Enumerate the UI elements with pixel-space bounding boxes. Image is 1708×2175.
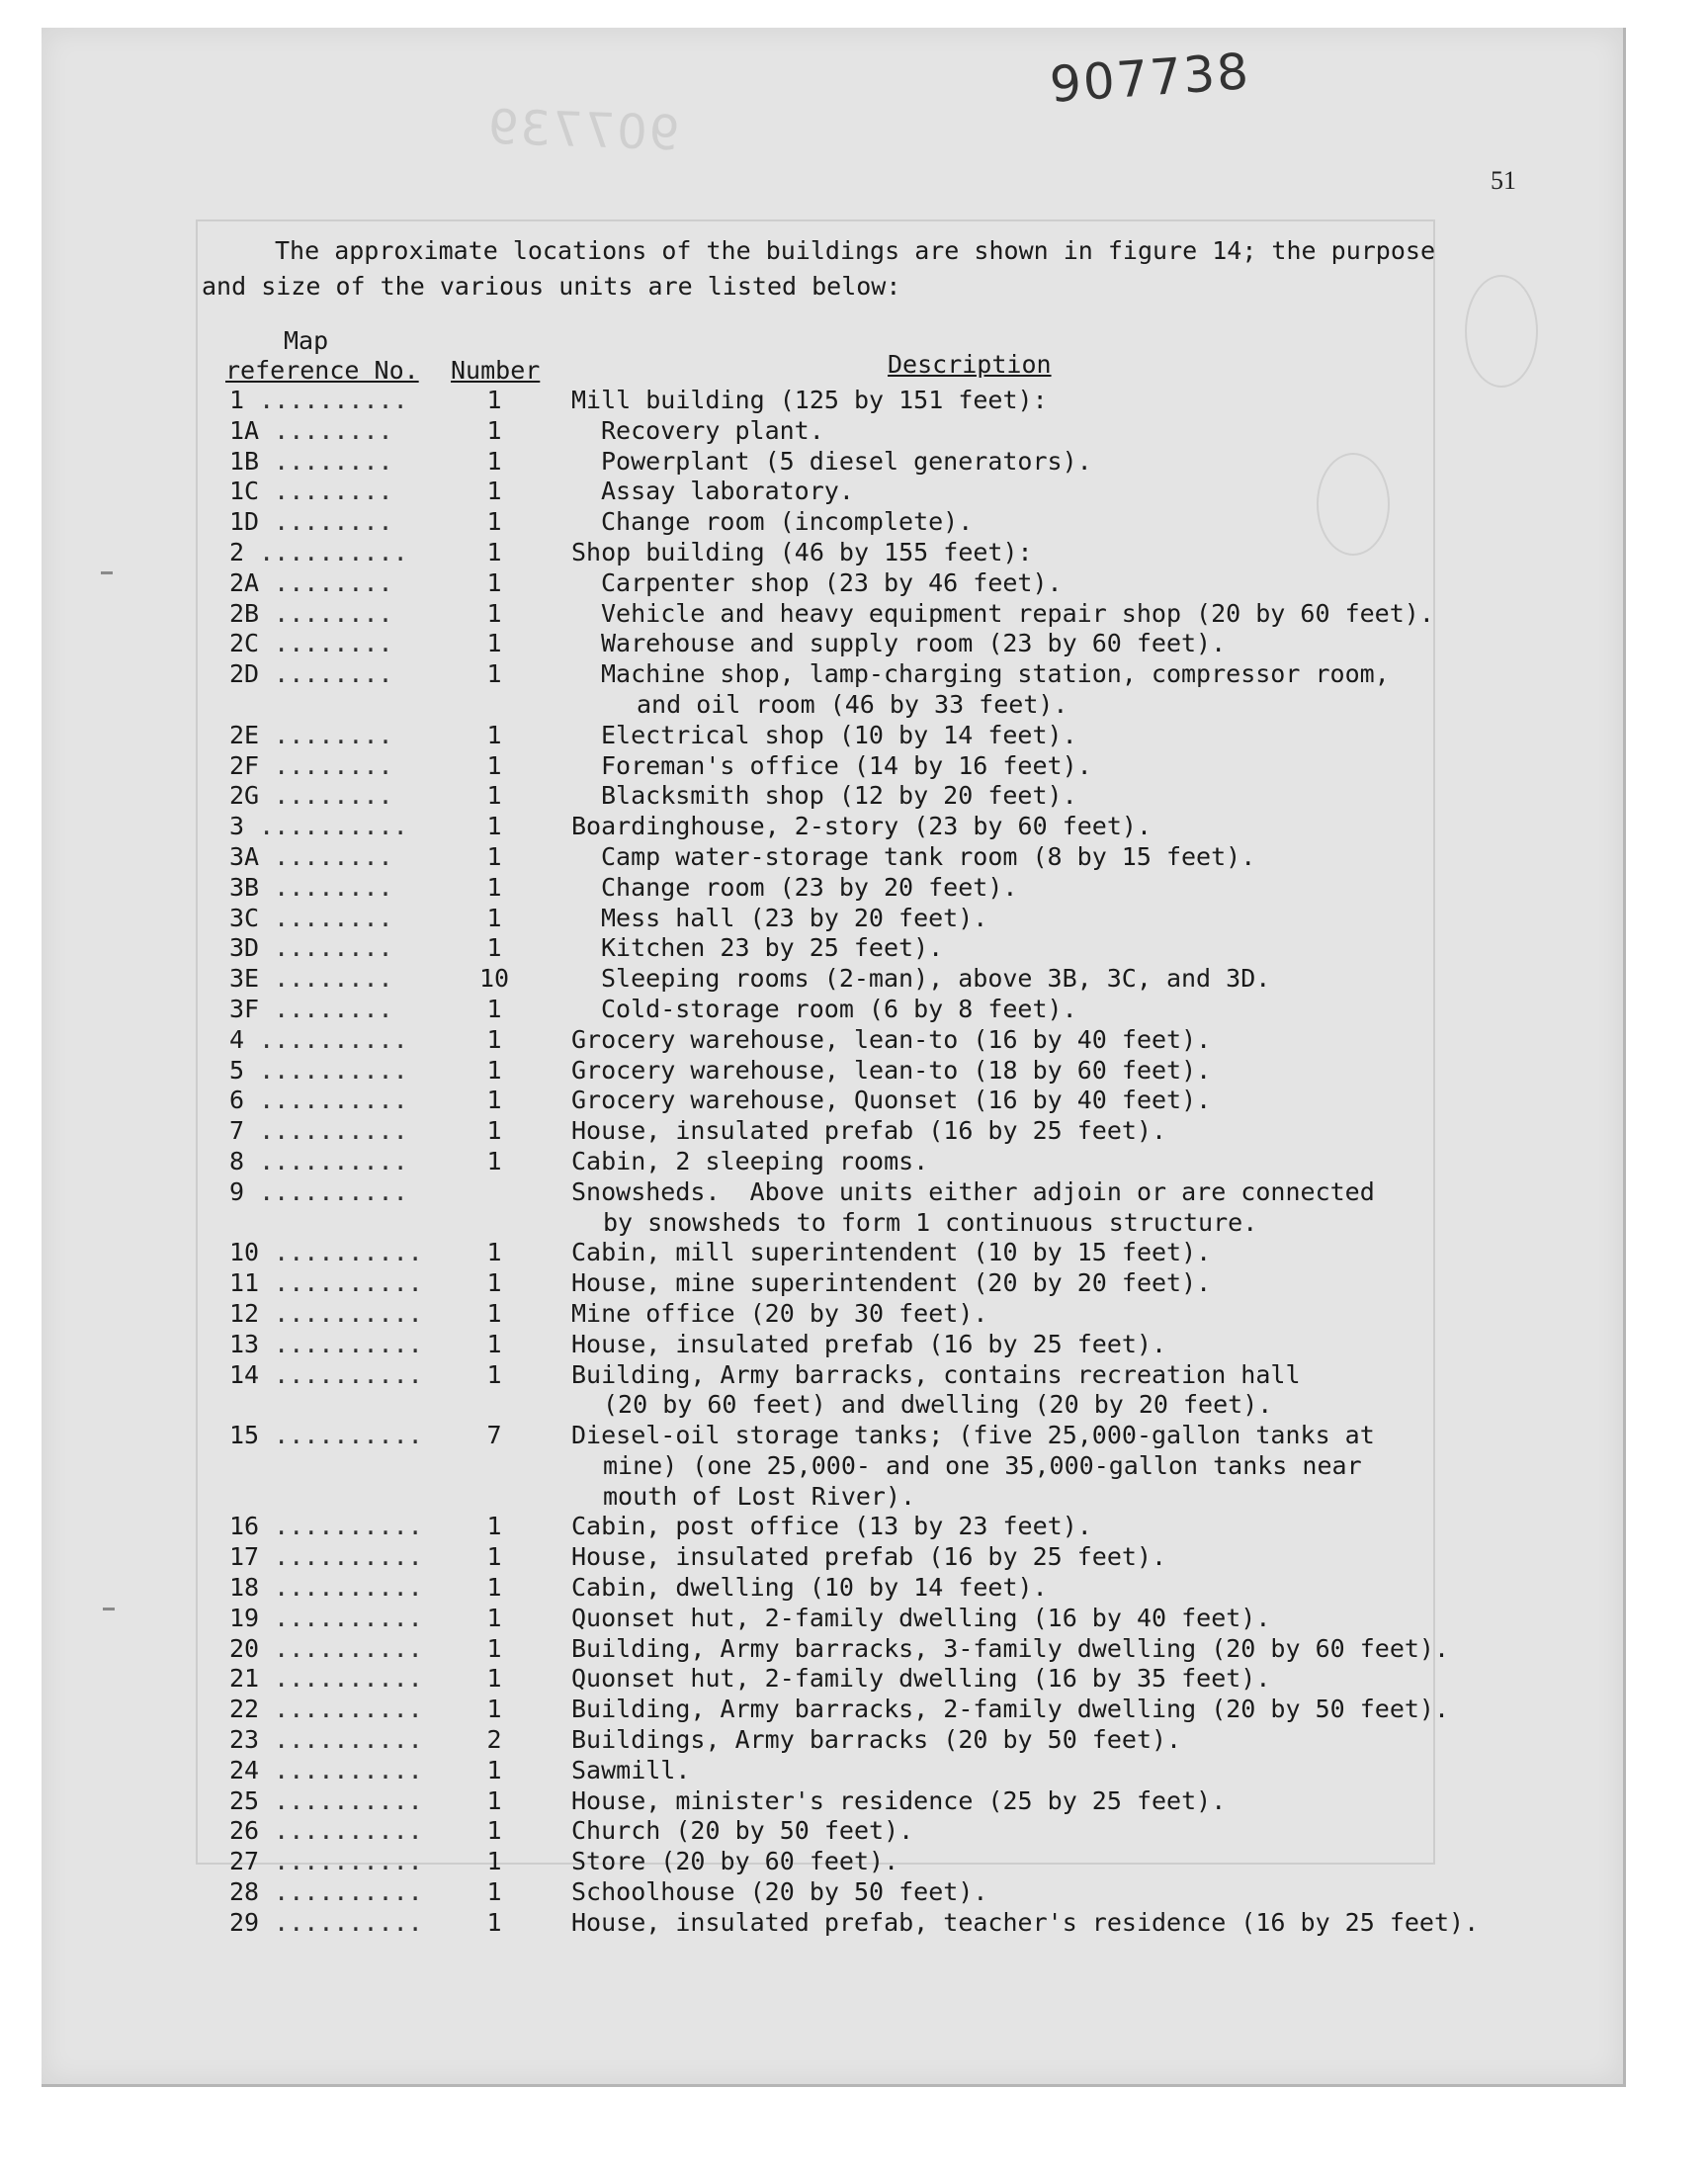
map-reference-cell: 3E ........ — [229, 964, 393, 994]
map-reference-cell: 10 .......... — [229, 1238, 423, 1267]
table-row — [225, 447, 1510, 478]
dot-leader: ........ — [274, 841, 393, 871]
table-header — [225, 326, 1510, 386]
table-row — [225, 659, 1510, 721]
map-reference-cell: 3B ........ — [229, 872, 393, 902]
map-reference-cell: 15 .......... — [229, 1421, 423, 1450]
description-cell: Kitchen 23 by 25 feet). — [601, 933, 944, 963]
dot-leader: ........ — [274, 903, 393, 932]
description-cell: Assay laboratory. — [601, 477, 854, 506]
map-reference-cell: 19 .......... — [229, 1603, 423, 1632]
description-cell: Snowsheds. Above units either adjoin or are connected by snowsheds to form 1 continuous structure. — [571, 1177, 1510, 1239]
number-cell: 1 — [486, 507, 502, 537]
map-reference-cell: 23 .......... — [229, 1725, 423, 1755]
number-cell: 1 — [486, 1268, 502, 1298]
map-reference-cell: 22 .......... — [229, 1695, 423, 1724]
table-row — [225, 1664, 1510, 1695]
bleed-through-mark: 907739 — [485, 99, 681, 162]
table-row — [225, 1177, 1510, 1239]
dot-leader: .......... — [274, 1573, 423, 1603]
table-row — [225, 1786, 1510, 1817]
map-reference-cell: 9 .......... — [229, 1176, 408, 1206]
number-cell: 1 — [486, 1907, 502, 1937]
description-cell: Cabin, 2 sleeping rooms. — [571, 1146, 929, 1175]
number-cell: 1 — [486, 629, 502, 658]
number-cell: 1 — [486, 659, 502, 689]
table-row — [225, 1512, 1510, 1542]
map-reference-cell: 21 .......... — [229, 1664, 423, 1694]
map-reference-cell: 2D ........ — [229, 659, 393, 689]
table-row — [225, 507, 1510, 538]
description-continuation: (20 by 60 feet) and dwelling (20 by 20 feet). — [603, 1390, 1273, 1420]
map-reference-header: Map reference No. — [225, 326, 419, 385]
description-cell: Diesel-oil storage tanks; (five 25,000-gallon tanks at mine) (one 25,000- and one 35,000-gallon tanks near mouth of Lost River). — [571, 1421, 1510, 1512]
dot-leader: .......... — [259, 537, 408, 566]
description-cell: Electrical shop (10 by 14 feet). — [601, 720, 1077, 749]
table-row — [225, 1604, 1510, 1634]
map-reference-cell: 27 .......... — [229, 1847, 423, 1876]
dot-leader: .......... — [259, 1024, 408, 1054]
description-cell: Mess hall (23 by 20 feet). — [601, 903, 988, 932]
number-cell: 1 — [486, 1086, 502, 1115]
map-reference-cell: 3A ........ — [229, 841, 393, 871]
dot-leader: ........ — [274, 567, 393, 597]
number-cell: 1 — [486, 537, 502, 566]
dot-leader: ........ — [274, 933, 393, 963]
description-cell: House, insulated prefab (16 by 25 feet). — [571, 1329, 1167, 1358]
table-row — [225, 1116, 1510, 1147]
table-row — [225, 751, 1510, 782]
table-row — [225, 1056, 1510, 1087]
dot-leader: ........ — [274, 598, 393, 628]
table-row — [225, 416, 1510, 447]
number-cell: 1 — [486, 1695, 502, 1724]
map-reference-cell: 3F ........ — [229, 994, 393, 1023]
description-cell: Cabin, post office (13 by 23 feet). — [571, 1512, 1092, 1541]
map-reference-cell: 2A ........ — [229, 567, 393, 597]
map-reference-cell: 5 .......... — [229, 1055, 408, 1085]
dot-leader: .......... — [274, 1816, 423, 1846]
dot-leader: .......... — [274, 1725, 423, 1755]
number-cell: 1 — [486, 567, 502, 597]
table-row — [225, 1421, 1510, 1512]
table-row — [225, 995, 1510, 1025]
map-reference-cell: 3 .......... — [229, 812, 408, 841]
map-reference-cell: 1B ........ — [229, 446, 393, 476]
dot-leader: ........ — [274, 720, 393, 749]
dot-leader: .......... — [259, 1086, 408, 1115]
number-cell: 1 — [486, 994, 502, 1023]
map-reference-cell: 16 .......... — [229, 1512, 423, 1541]
description-cell: Powerplant (5 diesel generators). — [601, 446, 1092, 476]
dot-leader: .......... — [274, 1907, 423, 1937]
description-cell: Foreman's office (14 by 16 feet). — [601, 750, 1092, 780]
description-cell: Recovery plant. — [601, 415, 824, 445]
description-cell: Building, Army barracks, 2-family dwelling (20 by 50 feet). — [571, 1695, 1450, 1724]
number-cell: 1 — [486, 1298, 502, 1328]
description-cell: Sawmill. — [571, 1755, 691, 1784]
margin-tick — [101, 571, 113, 574]
description-cell: Cabin, mill superintendent (10 by 15 feet). — [571, 1238, 1212, 1267]
table-row — [225, 477, 1510, 507]
dot-leader: ........ — [274, 781, 393, 811]
number-cell: 1 — [486, 933, 502, 963]
number-cell: 1 — [486, 1755, 502, 1784]
dot-leader: .......... — [274, 1542, 423, 1572]
map-reference-cell: 11 .......... — [229, 1268, 423, 1298]
map-reference-cell: 26 .......... — [229, 1816, 423, 1846]
map-reference-cell: 2E ........ — [229, 720, 393, 749]
map-reference-cell: 29 .......... — [229, 1907, 423, 1937]
description-cell: Vehicle and heavy equipment repair shop (20 by 60 feet). — [601, 598, 1434, 628]
number-cell: 1 — [486, 1359, 502, 1389]
map-reference-cell: 8 .......... — [229, 1146, 408, 1175]
table-row — [225, 1695, 1510, 1725]
map-reference-cell: 3D ........ — [229, 933, 393, 963]
description-continuation: mouth of Lost River). — [603, 1481, 916, 1511]
table-row — [225, 538, 1510, 568]
dot-leader: .......... — [259, 812, 408, 841]
number-cell: 1 — [486, 1329, 502, 1358]
table-row — [225, 1634, 1510, 1665]
number-cell: 1 — [486, 598, 502, 628]
number-cell: 1 — [486, 1785, 502, 1815]
table-row — [225, 1299, 1510, 1330]
dot-leader: ........ — [274, 507, 393, 537]
table-row — [225, 599, 1510, 630]
description-cell: Mine office (20 by 30 feet). — [571, 1298, 988, 1328]
description-cell: Mill building (125 by 151 feet): — [571, 386, 1048, 414]
description-continuation: and oil room (46 by 33 feet). — [637, 689, 1068, 719]
dot-leader: .......... — [259, 1176, 408, 1206]
table-row — [225, 812, 1510, 842]
dot-leader: .......... — [274, 1298, 423, 1328]
number-cell: 1 — [486, 1816, 502, 1846]
number-cell: 1 — [486, 841, 502, 871]
description-cell: Machine shop, lamp-charging station, compressor room, and oil room (46 by 33 feet). — [571, 659, 1510, 721]
dot-leader: ........ — [274, 415, 393, 445]
intro-line-1: The approximate locations of the buildings are shown in figure 14; the purpose — [275, 236, 1435, 265]
dot-leader: .......... — [274, 1359, 423, 1389]
number-cell: 1 — [486, 1238, 502, 1267]
description-cell: Quonset hut, 2-family dwelling (16 by 40 feet). — [571, 1603, 1271, 1632]
description-cell: Blacksmith shop (12 by 20 feet). — [601, 781, 1077, 811]
dot-leader: .......... — [274, 1633, 423, 1663]
number-cell: 2 — [486, 1725, 502, 1755]
description-continuation: by snowsheds to form 1 continuous structure. — [603, 1207, 1258, 1237]
map-reference-cell: 1 .......... — [229, 386, 408, 414]
number-cell: 1 — [486, 812, 502, 841]
table-row — [225, 721, 1510, 751]
description-cell: House, minister's residence (25 by 25 feet). — [571, 1785, 1227, 1815]
dot-leader: ........ — [274, 994, 393, 1023]
map-reference-cell: 24 .......... — [229, 1755, 423, 1784]
description-cell: Store (20 by 60 feet). — [571, 1847, 899, 1876]
map-reference-cell: 28 .......... — [229, 1877, 423, 1907]
description-cell: Cabin, dwelling (10 by 14 feet). — [571, 1573, 1048, 1603]
map-reference-cell: 2B ........ — [229, 598, 393, 628]
table-row — [225, 873, 1510, 904]
number-cell: 10 — [478, 964, 510, 994]
dot-leader: .......... — [259, 1116, 408, 1146]
map-reference-cell: 18 .......... — [229, 1573, 423, 1603]
description-cell: Grocery warehouse, lean-to (16 by 40 feet). — [571, 1024, 1212, 1054]
number-cell: 1 — [486, 781, 502, 811]
description-cell: Change room (incomplete). — [601, 507, 974, 537]
dot-leader: .......... — [274, 1785, 423, 1815]
table-row — [225, 1816, 1510, 1847]
dot-leader: .......... — [274, 1695, 423, 1724]
table-body — [225, 386, 1510, 1939]
description-cell: Change room (23 by 20 feet). — [601, 872, 1018, 902]
map-reference-cell: 1A ........ — [229, 415, 393, 445]
description-cell: Building, Army barracks, 3-family dwelling (20 by 60 feet). — [571, 1633, 1450, 1663]
number-cell: 1 — [486, 1146, 502, 1175]
number-cell: 1 — [486, 1542, 502, 1572]
table-row — [225, 629, 1510, 659]
description-cell: Grocery warehouse, lean-to (18 by 60 feet). — [571, 1055, 1212, 1085]
number-cell: 1 — [486, 1633, 502, 1663]
intro-paragraph — [202, 233, 1487, 304]
description-cell: Boardinghouse, 2-story (23 by 60 feet). — [571, 812, 1152, 841]
number-cell: 1 — [486, 1664, 502, 1694]
table-row — [225, 1025, 1510, 1056]
table-row — [225, 1086, 1510, 1116]
description-cell: Grocery warehouse, Quonset (16 by 40 feet). — [571, 1086, 1212, 1115]
map-reference-cell: 13 .......... — [229, 1329, 423, 1358]
table-row — [225, 1877, 1510, 1908]
number-cell: 1 — [486, 1116, 502, 1146]
description-cell: Shop building (46 by 155 feet): — [571, 537, 1033, 566]
table-row — [225, 386, 1510, 416]
map-reference-cell: 2G ........ — [229, 781, 393, 811]
table-row — [225, 1847, 1510, 1877]
table-row — [225, 904, 1510, 934]
description-cell: House, insulated prefab (16 by 25 feet). — [571, 1116, 1167, 1146]
map-reference-cell: 25 .......... — [229, 1785, 423, 1815]
dot-leader: .......... — [274, 1512, 423, 1541]
map-reference-cell: 17 .......... — [229, 1542, 423, 1572]
number-cell: 1 — [486, 1847, 502, 1876]
number-header: Number — [451, 356, 541, 385]
description-cell: Warehouse and supply room (23 by 60 feet). — [601, 629, 1227, 658]
page-number: 51 — [1491, 166, 1516, 195]
description-cell: Schoolhouse (20 by 50 feet). — [571, 1877, 988, 1907]
document-number-stamp: 907738 — [1048, 42, 1252, 115]
description-header: Description — [888, 350, 1052, 379]
number-cell: 1 — [486, 1024, 502, 1054]
number-cell: 1 — [486, 477, 502, 506]
dot-leader: .......... — [274, 1664, 423, 1694]
dot-leader: .......... — [274, 1421, 423, 1450]
map-reference-cell: 6 .......... — [229, 1086, 408, 1115]
table-row — [225, 568, 1510, 599]
description-continuation: mine) (one 25,000- and one 35,000-gallon tanks near — [603, 1450, 1362, 1480]
description-cell: House, insulated prefab, teacher's residence (16 by 25 feet). — [571, 1907, 1480, 1937]
table-row — [225, 1756, 1510, 1786]
description-cell: Carpenter shop (23 by 46 feet). — [601, 567, 1063, 597]
number-cell: 1 — [486, 872, 502, 902]
map-reference-cell: 2C ........ — [229, 629, 393, 658]
table-row — [225, 1573, 1510, 1604]
number-cell: 1 — [486, 720, 502, 749]
number-cell: 1 — [486, 1877, 502, 1907]
number-cell: 1 — [486, 415, 502, 445]
description-cell: Building, Army barracks, contains recreation hall (20 by 60 feet) and dwelling (20 by 20 feet). — [571, 1360, 1510, 1422]
map-reference-cell: 2 .......... — [229, 537, 408, 566]
table-row — [225, 781, 1510, 812]
map-reference-cell: 14 .......... — [229, 1359, 423, 1389]
dot-leader: .......... — [274, 1847, 423, 1876]
dot-leader: .......... — [259, 1146, 408, 1175]
number-cell: 1 — [486, 446, 502, 476]
dot-leader: .......... — [274, 1877, 423, 1907]
table-row — [225, 1542, 1510, 1573]
dot-leader: .......... — [259, 386, 408, 414]
map-reference-cell: 1D ........ — [229, 507, 393, 537]
dot-leader: ........ — [274, 477, 393, 506]
number-cell: 1 — [486, 1055, 502, 1085]
number-cell: 1 — [486, 1512, 502, 1541]
map-reference-cell: 12 .......... — [229, 1298, 423, 1328]
margin-tick — [103, 1608, 115, 1610]
map-reference-cell: 1C ........ — [229, 477, 393, 506]
map-reference-cell: 4 .......... — [229, 1024, 408, 1054]
dot-leader: .......... — [274, 1755, 423, 1784]
dot-leader: .......... — [274, 1268, 423, 1298]
table-row — [225, 842, 1510, 873]
description-cell: Church (20 by 50 feet). — [571, 1816, 914, 1846]
table-row — [225, 1238, 1510, 1268]
dot-leader: ........ — [274, 964, 393, 994]
table-row — [225, 933, 1510, 964]
number-cell: 1 — [486, 903, 502, 932]
number-cell: 7 — [486, 1421, 502, 1450]
table-row — [225, 1147, 1510, 1177]
number-cell: 1 — [486, 1573, 502, 1603]
dot-leader: ........ — [274, 446, 393, 476]
number-cell: 1 — [486, 750, 502, 780]
description-cell: Quonset hut, 2-family dwelling (16 by 35 feet). — [571, 1664, 1271, 1694]
dot-leader: .......... — [274, 1603, 423, 1632]
dot-leader: ........ — [274, 659, 393, 689]
dot-leader: ........ — [274, 750, 393, 780]
map-reference-cell: 20 .......... — [229, 1633, 423, 1663]
description-cell: House, insulated prefab (16 by 25 feet). — [571, 1542, 1167, 1572]
map-reference-cell: 2F ........ — [229, 750, 393, 780]
map-reference-cell: 3C ........ — [229, 903, 393, 932]
table-row — [225, 1908, 1510, 1939]
dot-leader: ........ — [274, 872, 393, 902]
description-cell: Sleeping rooms (2-man), above 3B, 3C, and 3D. — [601, 964, 1271, 994]
intro-line-2: and size of the various units are listed below: — [202, 272, 901, 301]
map-reference-cell: 7 .......... — [229, 1116, 408, 1146]
description-cell: Cold-storage room (6 by 8 feet). — [601, 994, 1077, 1023]
table-row — [225, 1268, 1510, 1299]
building-list-table — [225, 326, 1510, 1939]
dot-leader: .......... — [259, 1055, 408, 1085]
table-row — [225, 1330, 1510, 1360]
description-cell: Buildings, Army barracks (20 by 50 feet). — [571, 1725, 1182, 1755]
table-row — [225, 1725, 1510, 1756]
dot-leader: .......... — [274, 1238, 423, 1267]
dot-leader: .......... — [274, 1329, 423, 1358]
table-row — [225, 1360, 1510, 1422]
dot-leader: ........ — [274, 629, 393, 658]
number-cell: 1 — [486, 1603, 502, 1632]
table-row — [225, 964, 1510, 995]
number-cell: 1 — [486, 386, 502, 414]
description-cell: Camp water-storage tank room (8 by 15 feet). — [601, 841, 1256, 871]
description-cell: House, mine superintendent (20 by 20 feet). — [571, 1268, 1212, 1298]
